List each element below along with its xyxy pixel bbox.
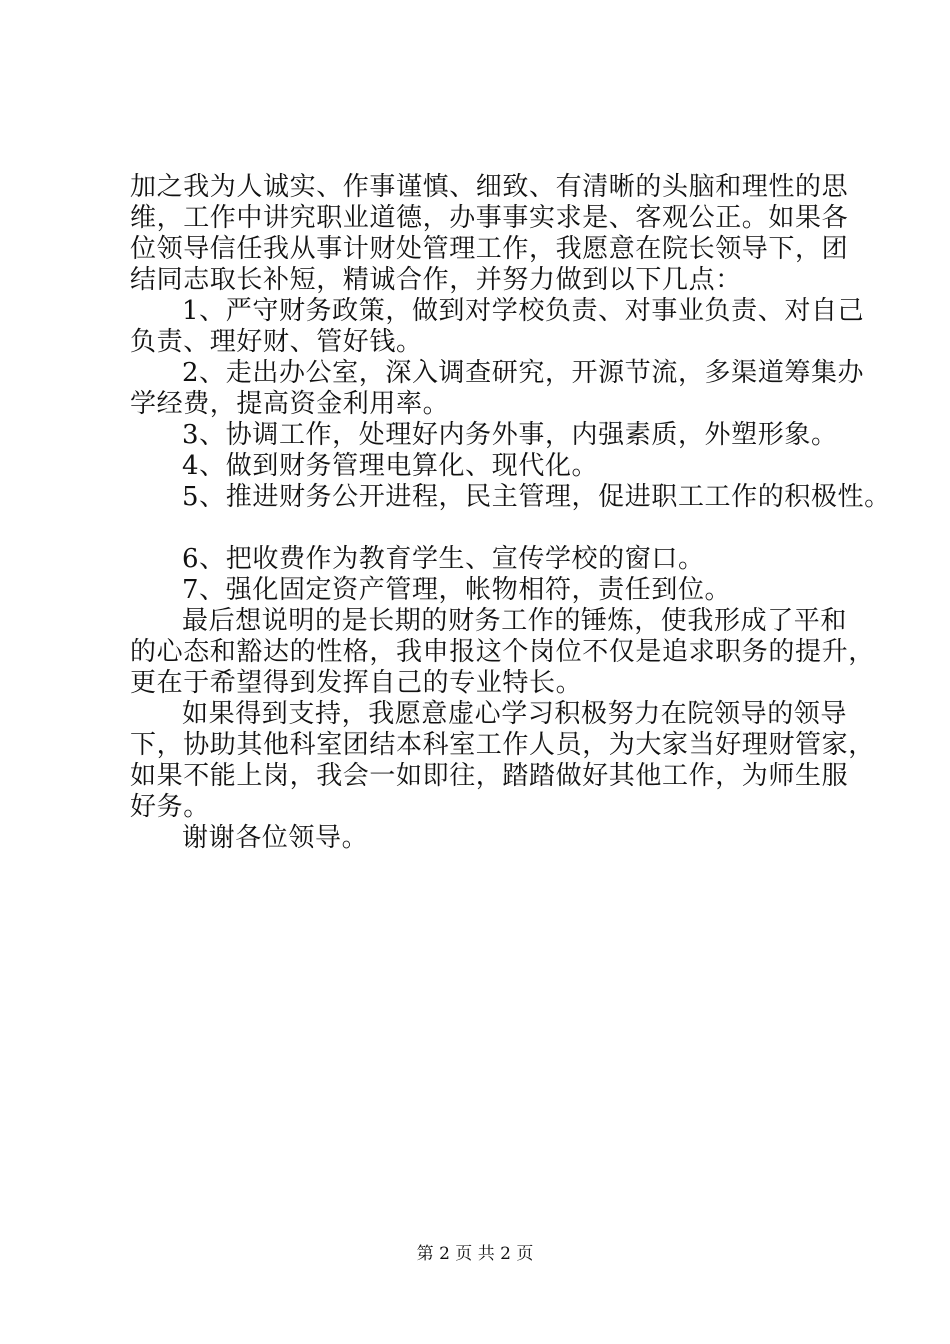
text-line: 如果不能上岗，我会一如即往，踏踏做好其他工作，为师生服	[130, 761, 849, 791]
list-item-5: 5、推进财务公开进程，民主管理，促进职工工作的积极性。	[182, 482, 891, 512]
paragraph-start: 最后想说明的是长期的财务工作的锤炼，使我形成了平和	[182, 606, 848, 636]
list-item-1: 1、严守财务政策，做到对学校负责、对事业负责、对自己	[182, 296, 865, 326]
text-line: 结同志取长补短，精诚合作，并努力做到以下几点：	[130, 265, 742, 295]
document-body	[130, 172, 891, 854]
list-item-4: 4、做到财务管理电算化、现代化。	[182, 451, 599, 481]
text-line: 负责、理好财、管好钱。	[130, 327, 423, 357]
page-number-footer: 第 2 页 共 2 页	[416, 1244, 534, 1264]
text-line: 维，工作中讲究职业道德，办事事实求是、客观公正。如果各	[130, 203, 849, 233]
text-line: 学经费，提高资金利用率。	[130, 389, 450, 419]
list-item-7: 7、强化固定资产管理，帐物相符，责任到位。	[182, 575, 732, 605]
text-line: 位领导信任我从事计财处管理工作，我愿意在院长领导下，团	[130, 234, 849, 264]
text-line: 好务。	[130, 792, 210, 822]
list-item-6: 6、把收费作为教育学生、宣传学校的窗口。	[182, 544, 705, 574]
text-line: 的心态和豁达的性格，我申报这个岗位不仅是追求职务的提升，	[130, 637, 875, 667]
list-item-2: 2、走出办公室，深入调查研究，开源节流，多渠道筹集办	[182, 358, 865, 388]
text-line: 更在于希望得到发挥自己的专业特长。	[130, 668, 583, 698]
text-line: 下，协助其他科室团结本科室工作人员，为大家当好理财管家，	[130, 730, 875, 760]
paragraph-start: 如果得到支持，我愿意虚心学习积极努力在院领导的领导	[182, 699, 848, 729]
closing-line: 谢谢各位领导。	[182, 823, 369, 853]
list-item-3: 3、协调工作，处理好内务外事，内强素质，外塑形象。	[182, 420, 838, 450]
text-line: 加之我为人诚实、作事谨慎、细致、有清晰的头脑和理性的思	[130, 172, 849, 202]
